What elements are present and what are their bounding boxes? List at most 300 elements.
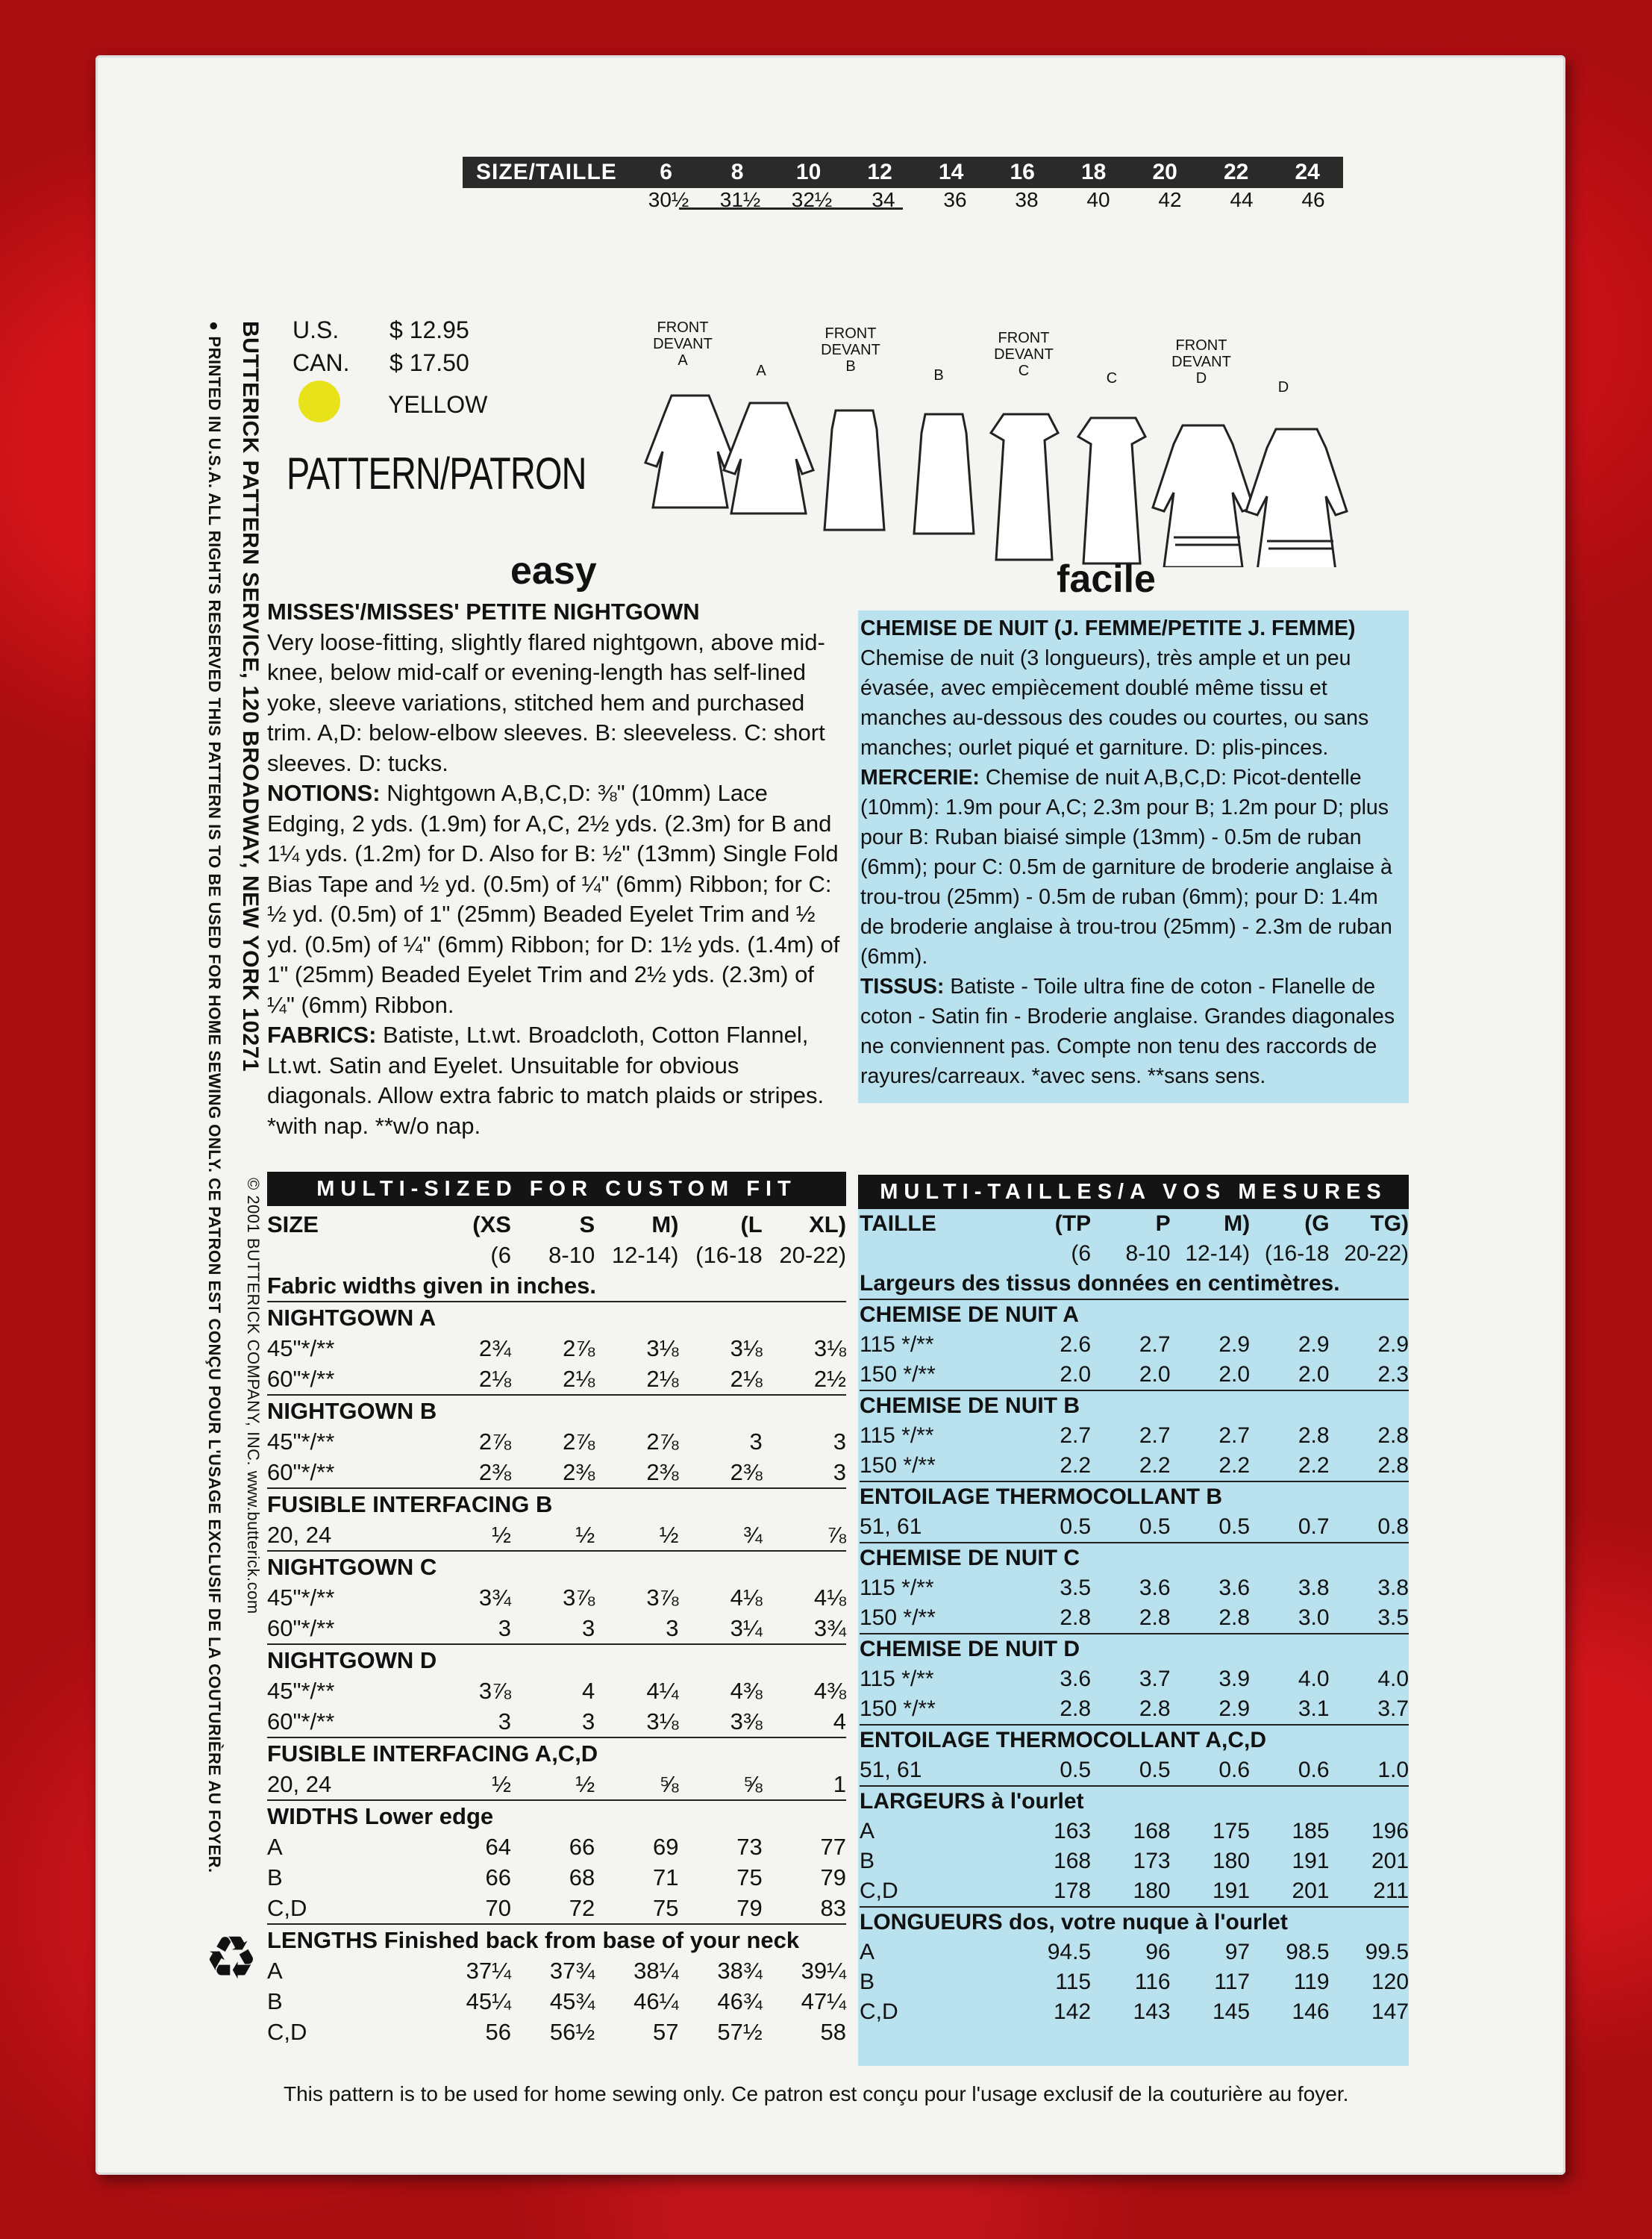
cell-value: 2⅛ xyxy=(478,1366,511,1392)
gown-b-back xyxy=(914,414,974,534)
row-label: 20, 24 xyxy=(267,1522,332,1548)
cell-value: 142 xyxy=(1054,1999,1092,2024)
row-label: 115 */** xyxy=(860,1576,934,1600)
size-range: 20-22) xyxy=(779,1242,847,1268)
cell-value: 0.5 xyxy=(1060,1758,1092,1782)
bust-value: 46 xyxy=(1301,188,1325,211)
cell-value: 45¼ xyxy=(466,1988,511,2014)
table-row xyxy=(860,1817,1409,1846)
recycle-icon: ♻ xyxy=(204,1925,258,1991)
row-label: 45"*/** xyxy=(267,1428,335,1455)
cell-value: 46¼ xyxy=(633,1988,679,2014)
table-section xyxy=(267,1799,846,1832)
gown-a-front xyxy=(645,396,735,508)
cell-value: 180 xyxy=(1213,1849,1251,1873)
cell-value: ¾ xyxy=(742,1522,763,1548)
size-range: 12-14) xyxy=(1185,1241,1251,1266)
cell-value: 99.5 xyxy=(1365,1940,1409,1964)
row-label: A xyxy=(267,1834,283,1860)
cell-value: 3 xyxy=(498,1615,511,1641)
table-row xyxy=(267,1862,846,1893)
section-heading: NIGHTGOWN D xyxy=(267,1647,437,1673)
cell-value: 47¼ xyxy=(801,1988,847,2014)
size-bar xyxy=(463,157,1343,188)
size-range xyxy=(267,1240,428,1270)
cell-value: 1.0 xyxy=(1377,1758,1409,1782)
cell-value: 2.0 xyxy=(1139,1362,1171,1387)
row-label: 115 */** xyxy=(860,1332,934,1357)
table-row xyxy=(267,1426,846,1457)
table-section xyxy=(860,1299,1409,1330)
cell-value: 3¼ xyxy=(730,1615,763,1641)
cell-value: 56 xyxy=(485,2019,511,2045)
color-label: YELLOW xyxy=(388,391,488,418)
cell-value: 97 xyxy=(1224,1940,1251,1964)
cell-value: 2.6 xyxy=(1060,1332,1092,1357)
section-heading: ENTOILAGE THERMOCOLLANT B xyxy=(860,1484,1223,1509)
section-heading: CHEMISE DE NUIT C xyxy=(860,1546,1080,1570)
table-section xyxy=(860,1785,1409,1817)
cell-value: 37¼ xyxy=(466,1958,511,1984)
cell-value: 2.3 xyxy=(1377,1362,1409,1387)
section-heading: CHEMISE DE NUIT D xyxy=(860,1637,1080,1661)
english-desc: Very loose-fitting, slightly flared nightgown, above mid-knee, below mid-calf or evening-length has self-lined yoke, sleeve variations, stitched hem and purchased trim. A,D: below-elbow sleeves. B: sleeveless. C: short sleeves. D: tucks. xyxy=(267,628,825,776)
table-row xyxy=(860,1603,1409,1633)
french-description xyxy=(860,613,1405,1091)
cell-value: 163 xyxy=(1054,1819,1092,1843)
gown-a-back xyxy=(724,403,813,513)
table-section xyxy=(860,1481,1409,1512)
cell-value: 2⅛ xyxy=(730,1366,763,1392)
table-row xyxy=(860,1876,1409,1906)
size-6: 6 xyxy=(660,160,672,184)
size-18: 18 xyxy=(1080,160,1107,184)
cell-value: 168 xyxy=(1054,1849,1092,1873)
cell-value: 0.6 xyxy=(1298,1758,1330,1782)
view-caption: FRONT DEVANT D xyxy=(1171,337,1231,387)
garment-illustrations xyxy=(627,313,1418,567)
size-range: 8-10 xyxy=(548,1242,595,1268)
row-label: 150 */** xyxy=(860,1362,936,1387)
table-section xyxy=(267,1487,846,1520)
cell-value: 2.8 xyxy=(1060,1696,1092,1721)
size-14: 14 xyxy=(938,160,964,184)
price-block xyxy=(292,313,469,379)
table-row xyxy=(267,1582,846,1613)
size-header: (XS xyxy=(472,1211,511,1237)
row-label: 45"*/** xyxy=(267,1584,335,1611)
cell-value: 173 xyxy=(1133,1849,1171,1873)
cell-value: 0.5 xyxy=(1060,1514,1092,1539)
table-row xyxy=(267,1520,846,1550)
cell-value: 3.0 xyxy=(1298,1605,1330,1630)
cell-value: 39¼ xyxy=(801,1958,847,1984)
table-row xyxy=(860,1573,1409,1603)
cell-value: 3⅞ xyxy=(478,1678,511,1704)
pattern-label: PATTERN/PATRON xyxy=(287,449,586,499)
table-row xyxy=(860,1937,1409,1967)
us-label: U.S. xyxy=(292,316,340,343)
row-label: C,D xyxy=(860,1879,898,1903)
cell-value: 115 xyxy=(1055,1970,1092,1994)
cell-value: 3 xyxy=(749,1428,763,1455)
cell-value: 4⅜ xyxy=(813,1678,847,1704)
section-heading: NIGHTGOWN B xyxy=(267,1398,437,1424)
table-row xyxy=(860,1846,1409,1876)
size-8: 8 xyxy=(730,160,744,184)
size-header: P xyxy=(1155,1211,1171,1236)
table-row xyxy=(860,1967,1409,1997)
color-dot xyxy=(298,381,340,422)
cell-value: 77 xyxy=(820,1834,847,1860)
row-label: 115 */** xyxy=(860,1667,934,1691)
row-label: 45"*/** xyxy=(267,1335,335,1361)
cell-value: 75 xyxy=(736,1864,763,1890)
row-label: 60"*/** xyxy=(267,1708,335,1734)
section-heading: WIDTHS Lower edge xyxy=(267,1803,494,1829)
cell-value: 0.8 xyxy=(1377,1514,1409,1539)
publisher-address: BUTTERICK PATTERN SERVICE, 120 BROADWAY, NEW YORK 10271 xyxy=(238,321,263,1072)
cell-value: 196 xyxy=(1371,1819,1409,1843)
size-22: 22 xyxy=(1223,160,1249,184)
view-caption: A xyxy=(756,363,766,379)
table-row xyxy=(267,1893,846,1923)
table-row xyxy=(267,1613,846,1643)
table-sub-row xyxy=(267,1240,846,1270)
cell-value: 73 xyxy=(736,1834,763,1860)
table-row xyxy=(860,1330,1409,1360)
cell-value: 2.9 xyxy=(1218,1696,1251,1721)
french-table-header-bar: MULTI-TAILLES/A VOS MESURES xyxy=(858,1175,1409,1209)
size-header: M) xyxy=(651,1211,679,1237)
cell-value: 98.5 xyxy=(1286,1940,1330,1964)
row-label: C,D xyxy=(267,1895,307,1921)
cell-value: 2.2 xyxy=(1139,1453,1171,1478)
cell-value: 0.5 xyxy=(1139,1758,1171,1782)
size-range: (16-18 xyxy=(1264,1241,1330,1266)
table-note-row xyxy=(267,1270,846,1301)
cell-value: 58 xyxy=(820,2019,847,2045)
row-label: 115 */** xyxy=(860,1423,934,1448)
cell-value: 2.8 xyxy=(1218,1605,1251,1630)
row-label: C,D xyxy=(267,2019,307,2045)
cell-value: 2⅜ xyxy=(563,1459,595,1485)
table-row xyxy=(860,1451,1409,1481)
table-section xyxy=(267,1301,846,1333)
row-label: 60"*/** xyxy=(267,1615,335,1641)
cell-value: 2.8 xyxy=(1377,1453,1409,1478)
cell-value: 143 xyxy=(1133,1999,1171,2024)
cell-value: 4¼ xyxy=(646,1678,679,1704)
size-20: 20 xyxy=(1152,160,1177,184)
table-row xyxy=(860,1360,1409,1390)
cell-value: 70 xyxy=(485,1895,511,1921)
cell-value: 2⅞ xyxy=(563,1335,595,1361)
section-heading: FUSIBLE INTERFACING A,C,D xyxy=(267,1740,598,1767)
table-section xyxy=(860,1390,1409,1421)
cell-value: 3.7 xyxy=(1377,1696,1409,1721)
gown-d-back xyxy=(1246,429,1347,567)
bust-value: 34 xyxy=(872,188,895,211)
table-row xyxy=(267,2017,846,2047)
size-header: M) xyxy=(1224,1211,1251,1236)
cell-value: 3.7 xyxy=(1139,1667,1171,1691)
cell-value: 3.6 xyxy=(1218,1576,1251,1600)
table-note-row xyxy=(860,1269,1409,1299)
size-range: 8-10 xyxy=(1125,1241,1171,1266)
cell-value: 0.7 xyxy=(1298,1514,1330,1539)
french-title: CHEMISE DE NUIT (J. FEMME/PETITE J. FEMME) xyxy=(860,616,1356,640)
cell-value: 119 xyxy=(1293,1970,1330,1994)
view-caption: FRONT DEVANT C xyxy=(994,330,1054,379)
english-description xyxy=(267,597,845,1141)
table-row xyxy=(267,1457,846,1487)
cell-value: 3.6 xyxy=(1060,1667,1092,1691)
cell-value: 185 xyxy=(1292,1819,1330,1843)
table-row xyxy=(860,1664,1409,1694)
cell-value: ½ xyxy=(492,1522,511,1548)
cell-value: 4⅜ xyxy=(730,1678,763,1704)
cell-value: 145 xyxy=(1213,1999,1251,2024)
easy-label: easy xyxy=(510,549,597,593)
table-row xyxy=(267,1955,846,1986)
size-header: TG) xyxy=(1370,1211,1409,1236)
cell-value: 79 xyxy=(820,1864,847,1890)
bust-value: 30½ xyxy=(648,188,689,211)
cell-value: ⅞ xyxy=(827,1522,847,1548)
size-header: (L xyxy=(740,1211,763,1237)
cell-value: 175 xyxy=(1213,1819,1251,1843)
size-header: SIZE xyxy=(267,1211,319,1237)
cell-value: ⅝ xyxy=(742,1771,763,1797)
bust-value: 40 xyxy=(1086,188,1110,211)
cell-value: 2.8 xyxy=(1060,1605,1092,1630)
can-price: $ 17.50 xyxy=(389,349,469,376)
facile-label: facile xyxy=(1057,558,1156,601)
cell-value: 94.5 xyxy=(1047,1940,1092,1964)
cell-value: 57 xyxy=(653,2019,679,2045)
cell-value: 83 xyxy=(820,1895,847,1921)
section-heading: CHEMISE DE NUIT A xyxy=(860,1302,1079,1327)
table-row xyxy=(267,1706,846,1737)
cell-value: 3.8 xyxy=(1377,1576,1409,1600)
table-row xyxy=(267,1333,846,1364)
table-section xyxy=(860,1542,1409,1573)
cell-value: 2⅞ xyxy=(563,1428,595,1455)
size-24: 24 xyxy=(1295,160,1320,184)
bust-value: 31½ xyxy=(719,188,761,211)
table-row xyxy=(860,1421,1409,1451)
table-section xyxy=(267,1643,846,1676)
section-heading: CHEMISE DE NUIT B xyxy=(860,1393,1080,1418)
row-label: 150 */** xyxy=(860,1605,936,1630)
cell-value: 4.0 xyxy=(1298,1667,1330,1691)
cell-value: 0.5 xyxy=(1218,1514,1251,1539)
size-range: 12-14) xyxy=(611,1242,679,1268)
bust-value: 42 xyxy=(1158,188,1182,211)
cell-value: 3.1 xyxy=(1298,1696,1330,1721)
cell-value: 191 xyxy=(1213,1879,1251,1903)
section-heading: LENGTHS Finished back from base of your neck xyxy=(267,1927,800,1953)
row-label: 20, 24 xyxy=(267,1771,332,1797)
cell-value: 3.5 xyxy=(1060,1576,1092,1600)
cell-value: 71 xyxy=(653,1864,679,1890)
cell-value: 66 xyxy=(485,1864,511,1890)
row-label: B xyxy=(267,1864,283,1890)
row-label: A xyxy=(860,1940,875,1964)
cell-value: 2⅞ xyxy=(646,1428,679,1455)
row-label: 150 */** xyxy=(860,1453,936,1478)
cell-value: 2.2 xyxy=(1218,1453,1251,1478)
cell-value: 2.2 xyxy=(1060,1453,1092,1478)
cell-value: 46¾ xyxy=(717,1988,763,2014)
cell-value: 117 xyxy=(1214,1970,1251,1994)
can-label: CAN. xyxy=(292,349,350,376)
cell-value: 2.8 xyxy=(1377,1423,1409,1448)
cell-value: 38¼ xyxy=(633,1958,679,1984)
cell-value: 2.8 xyxy=(1298,1423,1330,1448)
cell-value: 2⅜ xyxy=(478,1459,511,1485)
garment-sketches xyxy=(627,313,1418,567)
cell-value: 68 xyxy=(569,1864,595,1890)
cell-value: 3 xyxy=(833,1459,847,1485)
cell-value: 2.7 xyxy=(1060,1423,1092,1448)
row-label: A xyxy=(267,1958,283,1984)
cell-value: 2.8 xyxy=(1139,1696,1171,1721)
printed-notice: ● PRINTED IN U.S.A. ALL RIGHTS RESERVED THIS PATTERN IS TO BE USED FOR HOME SEWING ONLY. CE PATRON EST CONÇU POUR L'USAGE EXCLUSIF DE LA COUTURIÈRE AU FOYER. xyxy=(205,321,224,1873)
size-range: (16-18 xyxy=(695,1242,763,1268)
us-price: $ 12.95 xyxy=(389,316,469,343)
bust-value: 32½ xyxy=(791,188,833,211)
cell-value: 66 xyxy=(569,1834,595,1860)
cell-value: 180 xyxy=(1133,1879,1171,1903)
cell-value: 3⅛ xyxy=(646,1708,679,1734)
table-section xyxy=(860,1906,1409,1937)
row-label: 45"*/** xyxy=(267,1678,335,1704)
cell-value: 45¾ xyxy=(549,1988,595,2014)
cell-value: 38¾ xyxy=(717,1958,763,1984)
cell-value: 3⅛ xyxy=(646,1335,679,1361)
view-caption: C xyxy=(1106,370,1118,387)
english-table-header-bar: MULTI-SIZED FOR CUSTOM FIT xyxy=(267,1172,846,1206)
cell-value: 3.6 xyxy=(1139,1576,1171,1600)
size-header: TAILLE xyxy=(860,1211,936,1236)
row-label: C,D xyxy=(860,1999,898,2024)
english-title: MISSES'/MISSES' PETITE NIGHTGOWN xyxy=(267,599,700,625)
english-fabrics: FABRICS: Batiste, Lt.wt. Broadcloth, Cotton Flannel, Lt.wt. Satin and Eyelet. Unsuitable for obvious diagonals. Allow extra fabric to match plaids or stripes. *with nap. **w/o nap. xyxy=(267,1022,825,1139)
cell-value: 3⅛ xyxy=(813,1335,847,1361)
size-16: 16 xyxy=(1010,160,1035,184)
cell-value: 72 xyxy=(569,1895,595,1921)
section-heading: FUSIBLE INTERFACING B xyxy=(267,1491,553,1517)
view-caption: B xyxy=(933,367,944,384)
cell-value: 1 xyxy=(833,1771,847,1797)
cell-value: 3 xyxy=(833,1428,847,1455)
cell-value: 3⅞ xyxy=(563,1584,595,1611)
cell-value: 3¾ xyxy=(813,1615,847,1641)
cell-value: ½ xyxy=(575,1771,595,1797)
cell-value: 64 xyxy=(485,1834,511,1860)
footer-notice: This pattern is to be used for home sewing only. Ce patron est conçu pour l'usage exclusif de la couturière au foyer. xyxy=(284,2082,1349,2105)
bust-value: 38 xyxy=(1015,188,1039,211)
view-caption: FRONT DEVANT B xyxy=(821,325,880,375)
cell-value: 0.5 xyxy=(1139,1514,1171,1539)
bust-row xyxy=(633,188,1349,218)
cell-value: 79 xyxy=(736,1895,763,1921)
table-section xyxy=(860,1633,1409,1664)
cell-value: 178 xyxy=(1054,1879,1092,1903)
cell-value: 4 xyxy=(581,1678,595,1704)
cell-value: 0.6 xyxy=(1218,1758,1251,1782)
size-10: 10 xyxy=(795,160,822,184)
cell-value: 3⅞ xyxy=(646,1584,679,1611)
cell-value: 201 xyxy=(1371,1849,1409,1873)
cell-value: 3⅜ xyxy=(730,1708,763,1734)
section-heading: LONGUEURS dos, votre nuque à l'ourlet xyxy=(860,1910,1288,1934)
cell-value: 69 xyxy=(653,1834,679,1860)
bust-underline xyxy=(679,207,903,210)
cell-value: ½ xyxy=(659,1522,679,1548)
row-label: B xyxy=(860,1970,875,1994)
copyright-line: © 2001 BUTTERICK COMPANY, INC. www.butterick.com xyxy=(244,1178,263,1614)
cell-value: 3.8 xyxy=(1298,1576,1330,1600)
bust-value: 44 xyxy=(1230,188,1254,211)
cell-value: 2⅜ xyxy=(646,1459,679,1485)
size-header: XL) xyxy=(809,1211,847,1237)
english-yardage-table xyxy=(267,1209,846,2047)
table-row xyxy=(267,1364,846,1394)
cell-value: 4⅛ xyxy=(813,1584,847,1611)
row-label: 51, 61 xyxy=(860,1758,922,1782)
cell-value: 2¾ xyxy=(478,1335,511,1361)
cell-value: 2.9 xyxy=(1218,1332,1251,1357)
cell-value: 3 xyxy=(666,1615,679,1641)
size-range: (6 xyxy=(1071,1241,1092,1266)
cell-value: 211 xyxy=(1373,1879,1409,1903)
table-sub-row xyxy=(860,1239,1409,1269)
size-bar-label: SIZE/TAILLE xyxy=(476,160,617,184)
fabric-width-note: Largeurs des tissus données en centimètres. xyxy=(860,1271,1340,1296)
cell-value: 168 xyxy=(1133,1819,1171,1843)
cell-value: 201 xyxy=(1292,1879,1330,1903)
row-label: B xyxy=(860,1849,875,1873)
table-row xyxy=(860,1512,1409,1542)
table-section xyxy=(860,1724,1409,1755)
table-section xyxy=(267,1394,846,1426)
cell-value: 191 xyxy=(1292,1849,1330,1873)
row-label: B xyxy=(267,1988,283,2014)
french-mercerie: MERCERIE: Chemise de nuit A,B,C,D: Picot-dentelle (10mm): 1.9m pour A,C; 2.3m pour B; 1.2m pour D; plus pour B: Ruban biaisé simple (13mm) - 0.5m de ruban (6mm); pour C: 0.5m de garniture de broderie anglaise à trou-trou (25mm) - 0.5m de ruban (6mm); pour D: 1.4m de broderie anglaise à trou-trou (25mm) - 2.3m de ruban (6mm). xyxy=(860,766,1392,969)
section-heading: LARGEURS à l'ourlet xyxy=(860,1789,1084,1814)
cell-value: 57½ xyxy=(717,2019,763,2045)
cell-value: 4 xyxy=(833,1708,847,1734)
cell-value: 3⅛ xyxy=(730,1335,763,1361)
cell-value: 4⅛ xyxy=(730,1584,763,1611)
view-caption: D xyxy=(1277,379,1289,396)
size-header: S xyxy=(579,1211,595,1237)
cell-value: 2.9 xyxy=(1298,1332,1330,1357)
cell-value: 2.0 xyxy=(1218,1362,1251,1387)
cell-value: 147 xyxy=(1371,1999,1409,2024)
table-row xyxy=(860,1755,1409,1785)
table-row xyxy=(267,1986,846,2017)
row-label: 60"*/** xyxy=(267,1459,335,1485)
french-desc: Chemise de nuit (3 longueurs), très ample et un peu évasée, avec empiècement doublé même tissu et manches au-dessous des coudes ou courtes, ou sans manches; ourlet piqué et garniture. D: plis-pinces. xyxy=(860,646,1369,760)
table-section xyxy=(267,1550,846,1582)
cell-value: 2.7 xyxy=(1139,1332,1171,1357)
row-label: 150 */** xyxy=(860,1696,936,1721)
section-heading: NIGHTGOWN C xyxy=(267,1554,437,1580)
